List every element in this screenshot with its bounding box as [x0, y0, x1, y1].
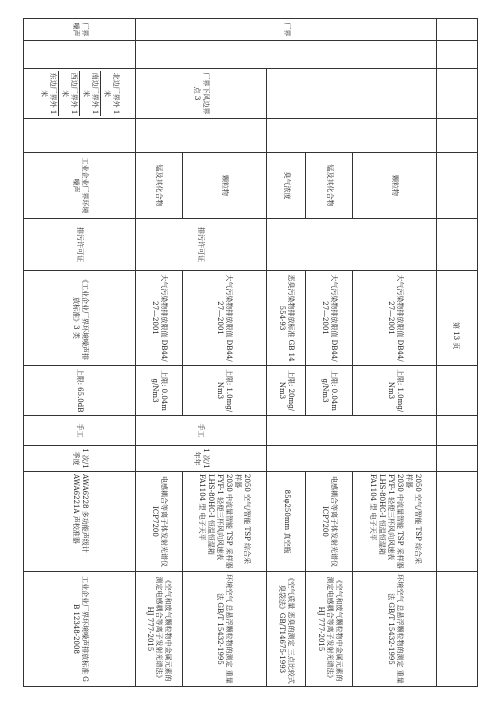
blank-cell	[24, 119, 136, 153]
table-cell	[437, 69, 478, 119]
table-cell	[437, 271, 478, 366]
noise-point-north: 北边厂界外 1 米	[100, 71, 121, 116]
limit-cell: 上限: 1.0mg/Nm3	[353, 366, 437, 416]
basis-cell	[266, 219, 436, 271]
table-cell	[437, 472, 478, 572]
item-cell: 颗粒物	[353, 153, 437, 219]
blank-cell	[266, 119, 436, 153]
instrument-cell: 2050 空气/智能 TSP 综合采样器 2030 中流量智能 TSP 采样器 FYF-1 轻便三杯风向风速表 LHS-80HC-I 恒温恒湿箱 FA1104 型 电子天平	[182, 472, 266, 572]
freq-cell	[266, 446, 436, 472]
basis-cell: 排污许可证	[136, 219, 267, 271]
subcategory-cell	[24, 41, 136, 69]
table-cell	[437, 219, 478, 271]
item-cell: 工业企业厂界环境噪声	[24, 153, 136, 219]
monitoring-table	[23, 18, 478, 687]
standard-cell: 大气污染物排放限值 DB44/ 27—2001	[182, 271, 266, 366]
table-row	[353, 19, 437, 687]
noise-point-south: 南边厂界外 1 米	[79, 71, 100, 116]
noise-point-west: 西边厂界外 1 米	[58, 71, 79, 116]
page-number: 第 13 页	[452, 322, 460, 350]
table-cell	[437, 19, 478, 41]
limit-cell: 上限: 1.0mg/Nm3	[182, 366, 266, 416]
location-cell: 厂界下风边界点 3	[136, 69, 267, 119]
standard-cell: 《工业企业厂界环境噪声排放标准》3 类	[24, 271, 136, 366]
item-cell: 锰及其化合物	[306, 153, 353, 219]
noise-points-cell	[24, 69, 136, 119]
limit-cell: 上限: 0.04mg/Nm3	[136, 366, 183, 416]
analysis-cell: 环境空气 总悬浮颗粒物的测定 重量法 GB/T 15432-1995	[182, 572, 266, 687]
method-cell	[266, 416, 436, 446]
standard-cell: 大气污染物排放限值 DB44/ 27—2001	[353, 271, 437, 366]
instrument-cell: AWA6228 多功能声级计 AWA6221A 声校准器	[24, 472, 136, 572]
table-cell	[437, 572, 478, 687]
item-cell: 臭气浓度	[266, 153, 306, 219]
method-cell: 手工	[24, 416, 136, 446]
limit-cell: 上限: 65.0dB	[24, 366, 136, 416]
limit-cell: 上限: 0.04mg/Nm3	[306, 366, 353, 416]
limit-cell: 上限: 20mg/Nm3	[266, 366, 306, 416]
location-cell	[266, 69, 436, 119]
table-row	[182, 19, 266, 687]
noise-point-east: 东边厂界外 1 米	[40, 72, 58, 115]
table-row	[437, 19, 478, 687]
instrument-cell: 电感耦合等离子体发射光谱仪 ICP7200	[136, 472, 183, 572]
analysis-cell: 工业企业厂界环境噪声排放标准 GB 12348-2008	[24, 572, 136, 687]
table-cell	[437, 446, 478, 472]
analysis-cell: 环境空气 总悬浮颗粒物的测定 重量法 GB/T 15432-1995	[353, 572, 437, 687]
analysis-cell: 《空气和废气颗粒物中金属元素的测定电感耦合等离子发射光谱法》HJ 777-2015	[136, 572, 183, 687]
table-cell	[437, 41, 478, 69]
analysis-cell: 《空气和废气颗粒物中金属元素的测定电感耦合等离子发射光谱法》HJ 777-2015	[306, 572, 353, 687]
table-cell	[437, 366, 478, 416]
table-cell	[437, 416, 478, 446]
freq-cell: 1 次/1 年年	[136, 446, 267, 472]
category-cell: 厂界	[136, 19, 437, 41]
analysis-cell: 《空气质量 恶臭的测定 三点比较式臭袋法》GB/T14675-1993	[266, 572, 306, 687]
blank-cell	[136, 119, 267, 153]
basis-cell: 排污许可证	[24, 219, 136, 271]
freq-cell: 1 次/1 季度	[24, 446, 136, 472]
category-cell: 厂界噪声	[24, 19, 136, 41]
table-row	[24, 19, 136, 687]
instrument-cell: 85φ250mm 真空瓶	[266, 472, 306, 572]
standard-cell: 大气污染物排放限值 DB44/ 27—2001	[136, 271, 183, 366]
item-cell: 锰及其化合物	[136, 153, 183, 219]
standard-cell: 大气污染物排放限值 DB44/ 27—2001	[306, 271, 353, 366]
item-cell: 颗粒物	[182, 153, 266, 219]
instrument-cell: 2050 空气/智能 TSP 综合采样器 2030 中流量智能 TSP 采样器 FYF-1 轻便三杯风向风速表 LHS-80HC-I 恒温恒湿箱 FA1104 型 电子天平	[353, 472, 437, 572]
instrument-cell: 电感耦合等离子体发射光谱仪 ICP7200	[306, 472, 353, 572]
standard-cell: 恶臭污染物排放标准 GB 14554-93	[266, 271, 306, 366]
subcategory-cell	[136, 41, 437, 69]
table-cell	[437, 119, 478, 153]
rotated-table-container	[23, 18, 478, 686]
table-cell	[437, 153, 478, 219]
method-cell: 手工	[136, 416, 267, 446]
